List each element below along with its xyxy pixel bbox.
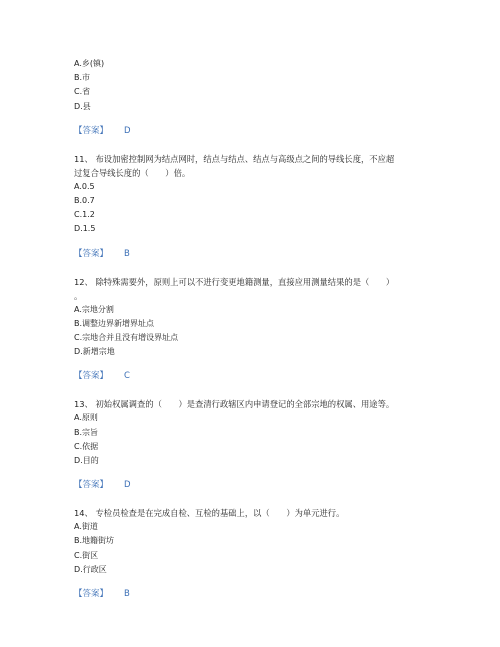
option-a: A.街道 [74, 522, 98, 532]
option-c: C.街区 [74, 550, 99, 560]
question-block-14 [74, 506, 430, 601]
option-a: A.乡(镇) [74, 59, 105, 68]
option-d: D.行政区 [74, 564, 107, 574]
question-stem [74, 397, 430, 411]
option-c: C.依据 [74, 441, 99, 451]
option-d: D.目的 [74, 456, 99, 466]
answer-value: B [124, 248, 130, 259]
question-stem-line: 14、 专检员检查是在完成自检、互检的基础上，以（ ）为单元进行。 [74, 508, 345, 519]
question-stem-line: 过复合导线长度的（ ）倍。 [74, 167, 191, 178]
answer-label: 【答案】 [74, 480, 109, 491]
option-list [74, 411, 430, 468]
option-c: C.1.2 [74, 210, 95, 220]
option-a: A.原则 [74, 413, 98, 423]
option-d: D.县 [74, 101, 91, 111]
question-stem [74, 275, 430, 303]
option-c: C.宗地合并且没有增设界址点 [74, 333, 179, 343]
option-a: A.宗地分割 [74, 304, 114, 314]
answer-line [74, 587, 430, 601]
question-block-13 [74, 397, 430, 492]
option-b: B.宗旨 [74, 427, 99, 437]
question-block-11 [74, 152, 430, 261]
question-block-10 [74, 57, 430, 138]
question-stem-line: 12、 除特殊需要外，原则上可以不进行变更地籍测量，直接应用测量结果的是（ ） [74, 276, 395, 287]
answer-value: D [124, 125, 131, 136]
option-list [74, 57, 430, 114]
option-a: A.0.5 [74, 181, 95, 191]
question-stem-line: 11、 布设加密控制网为结点网时，结点与结点、结点与高级点之间的导线长度，不应超 [74, 153, 395, 164]
option-list [74, 520, 430, 577]
option-d: D.1.5 [74, 224, 96, 234]
option-list [74, 180, 430, 237]
answer-value: D [124, 480, 131, 491]
answer-label: 【答案】 [74, 589, 109, 600]
answer-label: 【答案】 [74, 125, 109, 136]
option-b: B.市 [74, 73, 91, 83]
question-stem [74, 152, 430, 180]
question-stem [74, 506, 430, 520]
answer-value: B [124, 589, 130, 600]
option-b: B.地籍街坊 [74, 536, 115, 546]
answer-value: C [124, 371, 130, 382]
answer-line [74, 369, 430, 383]
answer-line [74, 247, 430, 261]
question-stem-line: 13、 初始权属调查的（ ）是查清行政辖区内申请登记的全部宗地的权属、用途等。 [74, 399, 395, 410]
question-block-12 [74, 275, 430, 384]
answer-label: 【答案】 [74, 371, 109, 382]
answer-label: 【答案】 [74, 248, 109, 259]
answer-line [74, 478, 430, 492]
option-c: C.省 [74, 87, 91, 97]
option-b: B.调整边界新增界址点 [74, 318, 155, 328]
answer-line [74, 124, 430, 138]
question-stem-line: 。 [74, 290, 83, 301]
option-list [74, 303, 430, 360]
option-d: D.新增宗地 [74, 347, 115, 357]
option-b: B.0.7 [74, 196, 95, 206]
document-page [74, 57, 430, 615]
